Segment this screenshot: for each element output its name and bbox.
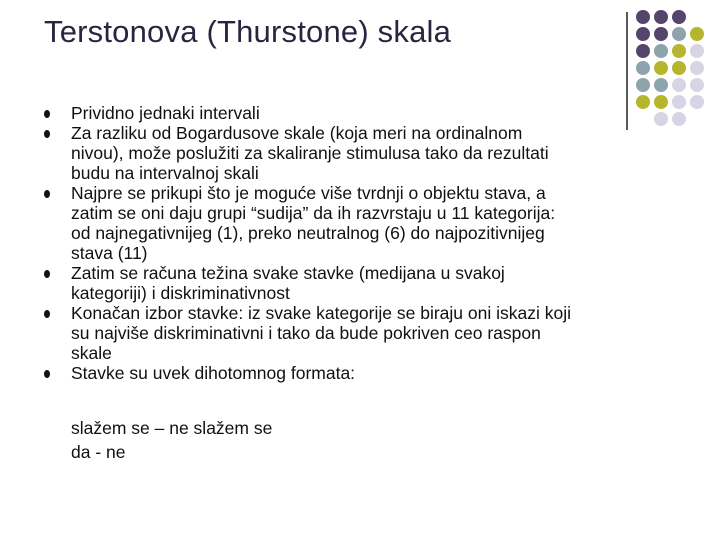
decorative-dot xyxy=(690,27,704,41)
decorative-dot xyxy=(636,10,650,24)
decorative-dot xyxy=(654,27,668,41)
bullet-text-line: zatim se oni daju grupi “sudija” da ih razvrstaju u 11 kategorija: xyxy=(71,203,556,223)
bullet-dot-icon xyxy=(44,310,50,318)
bullet-dot-icon xyxy=(44,130,50,138)
bullet-text-line: skale xyxy=(71,343,112,363)
bullet-list xyxy=(44,103,664,383)
decorative-dot xyxy=(672,10,686,24)
bullet-item xyxy=(44,363,664,383)
bullet-text-line: Prividno jednaki intervali xyxy=(71,103,260,123)
decorative-dot xyxy=(654,44,668,58)
decorative-dot xyxy=(690,112,704,126)
slide-title: Terstonova (Thurstone) skala xyxy=(44,14,452,49)
bullet-text-line: nivou), može poslužiti za skaliranje stimulusa tako da rezultati xyxy=(71,143,549,163)
decorative-dot xyxy=(690,44,704,58)
bullet-text-line: su najviše diskriminativni i tako da bude pokriven ceo raspon xyxy=(71,323,541,343)
bullet-text-line: Najpre se prikupi što je moguće više tvrdnji o objektu stava, a xyxy=(71,183,546,203)
bullet-text-line: kategoriji) i diskriminativnost xyxy=(71,283,290,303)
decorative-dot xyxy=(654,61,668,75)
bullet-text-line: stava (11) xyxy=(71,243,148,263)
decorative-dot xyxy=(690,10,704,24)
bullet-continuation xyxy=(71,418,272,466)
decorative-dot xyxy=(672,61,686,75)
continuation-text-line: da - ne xyxy=(71,442,126,462)
continuation-text-line: slažem se – ne slažem se xyxy=(71,418,273,438)
decorative-dot xyxy=(690,61,704,75)
bullet-item xyxy=(44,103,664,123)
decorative-dot xyxy=(690,95,704,109)
decorative-dot xyxy=(636,61,650,75)
bullet-text-line: budu na intervalnoj skali xyxy=(71,163,259,183)
bullet-text-line: Konačan izbor stavke: iz svake kategorije se biraju oni iskazi koji xyxy=(71,303,571,323)
decorative-dot xyxy=(654,78,668,92)
decorative-dot xyxy=(672,78,686,92)
bullet-text-line: od najnegativnijeg (1), preko neutralnog (6) do najpozitivnijeg xyxy=(71,223,545,243)
bullet-dot-icon xyxy=(44,370,50,378)
bullet-text-line: Za razliku od Bogardusove skale (koja meri na ordinalnom xyxy=(71,123,523,143)
bullet-dot-icon xyxy=(44,110,50,118)
decorative-dot xyxy=(672,44,686,58)
bullet-text-line: Zatim se računa težina svake stavke (medijana u svakoj xyxy=(71,263,505,283)
bullet-dot-icon xyxy=(44,270,50,278)
decorative-dot xyxy=(690,78,704,92)
bullet-item xyxy=(44,303,664,363)
decorative-dot xyxy=(672,95,686,109)
decorative-dot xyxy=(636,44,650,58)
bullet-item xyxy=(44,263,664,303)
decorative-dot xyxy=(636,27,650,41)
decorative-dot xyxy=(672,27,686,41)
bullet-dot-icon xyxy=(44,190,50,198)
bullet-item xyxy=(44,183,664,263)
decorative-dot xyxy=(672,112,686,126)
bullet-text-line: Stavke su uvek dihotomnog formata: xyxy=(71,363,356,383)
bullet-item xyxy=(44,123,664,183)
decorative-dot xyxy=(636,78,650,92)
decorative-dot xyxy=(654,10,668,24)
